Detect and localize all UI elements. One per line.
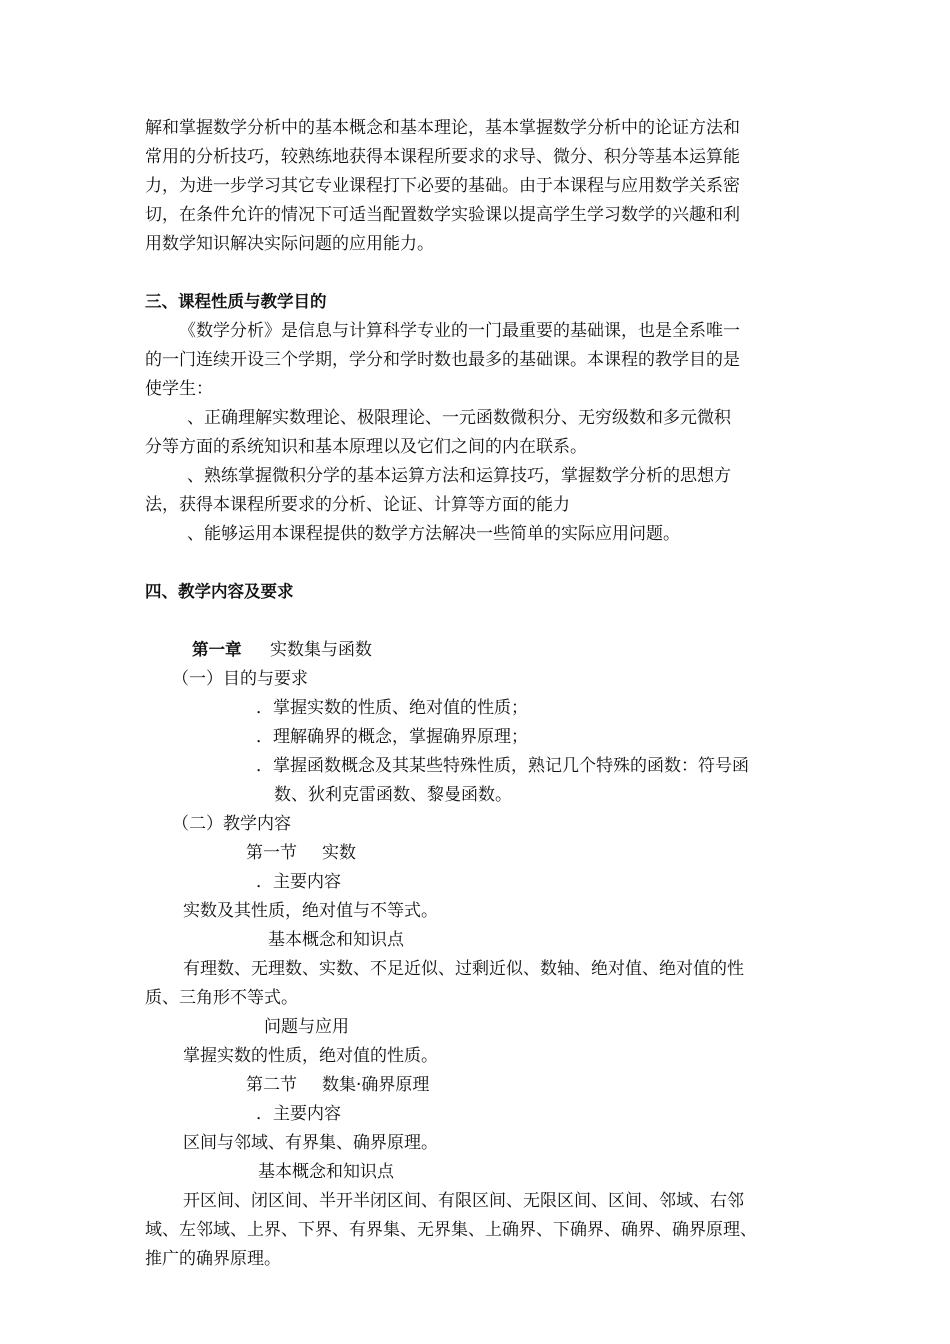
- chapter-title: 实数集与函数: [270, 640, 372, 660]
- paragraph-line: 推广的确界原理。: [145, 1249, 281, 1269]
- list-item: ．理解确界的概念，掌握确界原理；: [256, 727, 528, 747]
- list-item: 数、狄利克雷函数、黎曼函数。: [274, 785, 512, 805]
- subsection-label: （二）教学内容: [172, 814, 291, 834]
- item-label: ．主要内容: [256, 872, 341, 892]
- paragraph-line: 的一门连续开设三个学期，学分和学时数也最多的基础课。本课程的教学目的是: [145, 350, 740, 370]
- section-heading: 四、教学内容及要求: [145, 582, 294, 601]
- section-title: 实数: [322, 843, 356, 863]
- list-item: ．掌握实数的性质、绝对值的性质；: [256, 698, 528, 718]
- intro-line: 常用的分析技巧，较熟练地获得本课程所要求的求导、微分、积分等基本运算能: [145, 147, 740, 167]
- section-label: 第一节: [246, 843, 297, 863]
- paragraph-line: 实数及其性质，绝对值与不等式。: [183, 901, 438, 921]
- paragraph-line: 掌握实数的性质，绝对值的性质。: [183, 1046, 438, 1066]
- paragraph-line: 开区间、闭区间、半开半闭区间、有限区间、无限区间、区间、邻域、右邻: [183, 1191, 744, 1211]
- section-title: 数集·确界原理: [322, 1075, 430, 1095]
- paragraph-line: 《数学分析》是信息与计算科学专业的一门最重要的基础课，也是全系唯一: [179, 321, 740, 341]
- paragraph-line: 分等方面的系统知识和基本原理以及它们之间的内在联系。: [145, 437, 587, 457]
- paragraph-line: 使学生：: [145, 379, 213, 399]
- item-label: ．主要内容: [256, 1104, 341, 1124]
- section-heading: 三、课程性质与教学目的: [145, 292, 327, 311]
- item-label: 基本概念和知识点: [268, 930, 404, 950]
- paragraph-line: 有理数、无理数、实数、不足近似、过剩近似、数轴、绝对值、绝对值的性: [183, 959, 744, 979]
- paragraph-line: 、正确理解实数理论、极限理论、一元函数微积分、无穷级数和多元微积: [187, 408, 731, 428]
- intro-line: 力，为进一步学习其它专业课程打下必要的基础。由于本课程与应用数学关系密: [145, 176, 740, 196]
- item-label: 基本概念和知识点: [258, 1162, 394, 1182]
- intro-line: 解和掌握数学分析中的基本概念和基本理论，基本掌握数学分析中的论证方法和: [145, 118, 740, 138]
- paragraph-line: 、熟练掌握微积分学的基本运算方法和运算技巧，掌握数学分析的思想方: [187, 466, 731, 486]
- paragraph-line: 域、左邻域、上界、下界、有界集、无界集、上确界、下确界、确界、确界原理、: [145, 1220, 757, 1240]
- intro-line: 切，在条件允许的情况下可适当配置数学实验课以提高学生学习数学的兴趣和利: [145, 205, 740, 225]
- item-label: 问题与应用: [264, 1017, 349, 1037]
- paragraph-line: 法，获得本课程所要求的分析、论证、计算等方面的能力: [145, 495, 570, 515]
- paragraph-line: 区间与邻域、有界集、确界原理。: [183, 1133, 438, 1153]
- section-label: 第二节: [246, 1075, 297, 1095]
- paragraph-line: 、能够运用本课程提供的数学方法解决一些简单的实际应用问题。: [187, 524, 680, 544]
- chapter-label: 第一章: [192, 640, 242, 659]
- paragraph-line: 质、三角形不等式。: [145, 988, 298, 1008]
- intro-line: 用数学知识解决实际问题的应用能力。: [145, 234, 434, 254]
- subsection-label: （一）目的与要求: [172, 669, 308, 689]
- list-item: ．掌握函数概念及其某些特殊性质，熟记几个特殊的函数：符号函: [256, 756, 749, 776]
